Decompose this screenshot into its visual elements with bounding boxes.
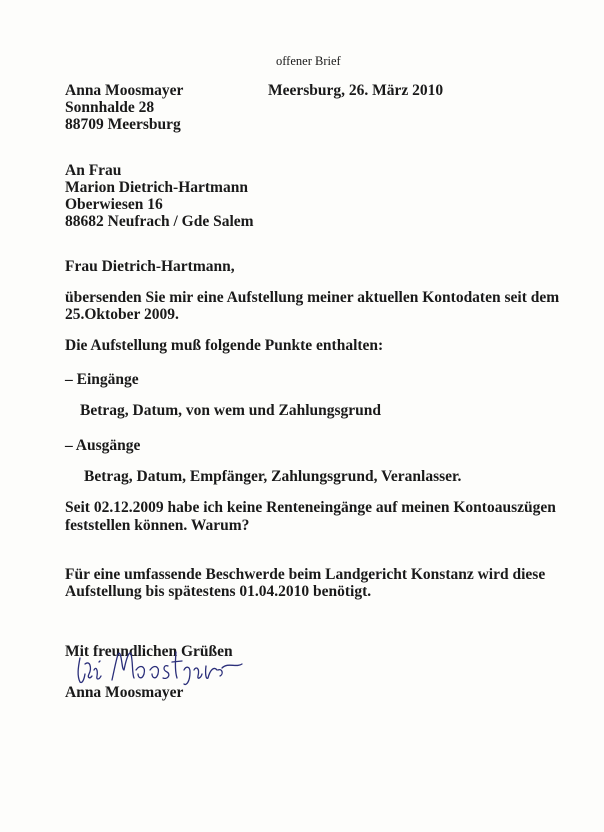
- paragraph-3-line-2: feststellen können. Warum?: [65, 517, 250, 534]
- list-item-ausgaenge-title: – Ausgänge: [65, 437, 141, 454]
- recipient-street: Oberwiesen 16: [65, 196, 163, 213]
- signature-name: Anna Moosmayer: [65, 684, 184, 701]
- greeting: Frau Dietrich-Hartmann,: [65, 258, 235, 275]
- list-item-ausgaenge-detail: Betrag, Datum, Empfänger, Zahlungsgrund, Veranlasser.: [84, 468, 462, 485]
- place-date: Meersburg, 26. März 2010: [268, 82, 444, 99]
- paragraph-4-line-1: Für eine umfassende Beschwerde beim Landgericht Konstanz wird diese: [65, 566, 546, 583]
- list-item-eingaenge-title: – Eingänge: [65, 371, 139, 388]
- paragraph-2: Die Aufstellung muß folgende Punkte enthalten:: [65, 337, 384, 354]
- paragraph-4-line-2: Aufstellung bis spätestens 01.04.2010 benötigt.: [65, 583, 372, 600]
- recipient-city: 88682 Neufrach / Gde Salem: [65, 213, 254, 230]
- paragraph-1-line-1: übersenden Sie mir eine Aufstellung meiner aktuellen Kontodaten seit dem: [65, 289, 560, 306]
- closing-regards: Mit freundlichen Grüßen: [65, 643, 233, 660]
- recipient-name: Marion Dietrich-Hartmann: [65, 179, 248, 196]
- paragraph-1-line-2: 25.Oktober 2009.: [65, 306, 179, 323]
- paragraph-3-line-1: Seit 02.12.2009 habe ich keine Renteneingänge auf meinen Kontoauszügen: [65, 499, 556, 516]
- recipient-salutation: An Frau: [65, 162, 122, 179]
- letter-type-label: offener Brief: [276, 54, 341, 68]
- handwritten-signature: [72, 640, 272, 690]
- sender-city: 88709 Meersburg: [65, 116, 181, 133]
- sender-street: Sonnhalde 28: [65, 99, 155, 116]
- list-item-eingaenge-detail: Betrag, Datum, von wem und Zahlungsgrund: [80, 402, 382, 419]
- sender-name: Anna Moosmayer: [65, 82, 184, 99]
